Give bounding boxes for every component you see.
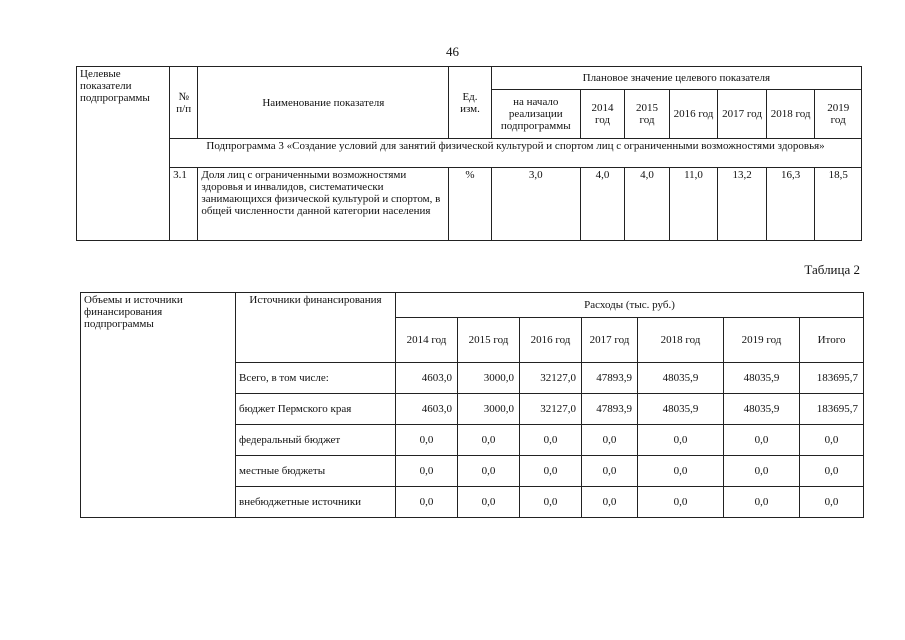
t2-cell: 0,0 <box>638 425 724 456</box>
t2-header-row-1 <box>81 293 864 318</box>
t2-cell: 47893,9 <box>582 363 638 394</box>
t2-cell: 0,0 <box>638 487 724 518</box>
t2-cell: 0,0 <box>582 456 638 487</box>
t2-cell: 0,0 <box>582 425 638 456</box>
t2-year-2018: 2018 год <box>638 318 724 363</box>
t2-cell: 183695,7 <box>800 363 864 394</box>
t2-cell: 0,0 <box>520 456 582 487</box>
t2-cell: 0,0 <box>396 456 458 487</box>
t2-cell: 48035,9 <box>724 394 800 425</box>
t1-col-2015: 2015 год <box>625 90 670 139</box>
t2-cell: 0,0 <box>724 425 800 456</box>
t2-year-2019: 2019 год <box>724 318 800 363</box>
t1-col-2018: 2018 год <box>766 90 815 139</box>
t2-row-label: местные бюджеты <box>236 456 396 487</box>
t1-indicator-header: Наименование показателя <box>198 67 449 139</box>
t1-val-2019: 18,5 <box>815 168 862 241</box>
t2-cell: 3000,0 <box>458 363 520 394</box>
t2-row-label: федеральный бюджет <box>236 425 396 456</box>
t1-unit-header: Ед. изм. <box>449 67 491 139</box>
t2-row-label: бюджет Пермского края <box>236 394 396 425</box>
t2-cell: 0,0 <box>396 425 458 456</box>
t1-col-2017: 2017 год <box>718 90 767 139</box>
t1-plan-header: Плановое значение целевого показателя <box>491 67 861 90</box>
t2-cell: 0,0 <box>458 487 520 518</box>
t2-cell: 48035,9 <box>638 363 724 394</box>
target-indicators-table <box>76 66 862 241</box>
t2-cell: 0,0 <box>800 425 864 456</box>
t1-val-start: 3,0 <box>491 168 580 241</box>
t2-cell: 0,0 <box>638 456 724 487</box>
t1-row-name: Доля лиц с ограниченными возможностями здоровья и инвалидов, систематически занимающихся физической культурой и спортом, в общей численности данной категории населения <box>198 168 449 241</box>
t2-cell: 3000,0 <box>458 394 520 425</box>
t1-col-2016: 2016 год <box>669 90 718 139</box>
page-number: 46 <box>446 44 459 59</box>
t1-num-header: № п/п <box>170 67 198 139</box>
t2-cell: 0,0 <box>724 487 800 518</box>
t2-expenses-header: Расходы (тыс. руб.) <box>396 293 864 318</box>
t2-cell: 48035,9 <box>724 363 800 394</box>
t1-subprogram-row <box>77 139 862 168</box>
t1-val-2018: 16,3 <box>766 168 815 241</box>
t2-cell: 0,0 <box>800 456 864 487</box>
t2-cell: 4603,0 <box>396 363 458 394</box>
t2-cell: 0,0 <box>800 487 864 518</box>
t2-cell: 0,0 <box>724 456 800 487</box>
t1-col-2014: 2014 год <box>580 90 625 139</box>
t1-row-unit: % <box>449 168 491 241</box>
t1-val-2016: 11,0 <box>669 168 718 241</box>
t1-header-row-1 <box>77 67 862 90</box>
t2-cell: 0,0 <box>520 487 582 518</box>
t1-val-2015: 4,0 <box>625 168 670 241</box>
t2-year-total: Итого <box>800 318 864 363</box>
table-caption: Таблица 2 <box>804 262 860 277</box>
t1-data-row <box>77 168 862 241</box>
t1-col-start: на начало реализации подпрограммы <box>491 90 580 139</box>
t1-targets-header: Целевые показатели подпрограммы <box>77 67 170 241</box>
t2-cell: 183695,7 <box>800 394 864 425</box>
t2-year-2014: 2014 год <box>396 318 458 363</box>
t2-year-2016: 2016 год <box>520 318 582 363</box>
t1-row-num: 3.1 <box>170 168 198 241</box>
t2-cell: 32127,0 <box>520 363 582 394</box>
t2-row-label: внебюджетные источники <box>236 487 396 518</box>
t1-val-2017: 13,2 <box>718 168 767 241</box>
t2-cell: 0,0 <box>458 425 520 456</box>
t2-cell: 4603,0 <box>396 394 458 425</box>
t2-cell: 47893,9 <box>582 394 638 425</box>
t2-cell: 0,0 <box>396 487 458 518</box>
t2-row-label: Всего, в том числе: <box>236 363 396 394</box>
t2-cell: 32127,0 <box>520 394 582 425</box>
t2-sources-header: Источники финансирования <box>236 293 396 363</box>
t2-cell: 48035,9 <box>638 394 724 425</box>
financing-table <box>80 292 864 518</box>
t2-cell: 0,0 <box>520 425 582 456</box>
t1-col-2019: 2019 год <box>815 90 862 139</box>
t1-val-2014: 4,0 <box>580 168 625 241</box>
t2-volume-header: Объемы и источники финансирования подпрограммы <box>81 293 236 518</box>
t2-cell: 0,0 <box>582 487 638 518</box>
t1-subprogram-title: Подпрограмма 3 «Создание условий для занятий физической культурой и спортом лиц с ограниченными возможностями здоровья» <box>170 139 862 168</box>
t2-year-2015: 2015 год <box>458 318 520 363</box>
t2-cell: 0,0 <box>458 456 520 487</box>
t2-year-2017: 2017 год <box>582 318 638 363</box>
